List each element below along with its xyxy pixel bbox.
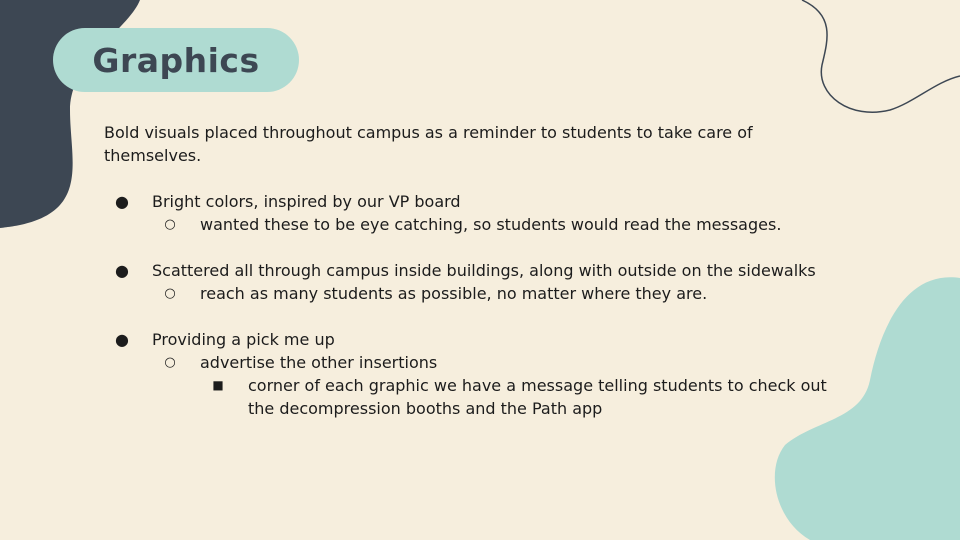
list-item [104, 259, 844, 282]
sub-sub-list-item [104, 374, 844, 420]
sub-list-item-text: wanted these to be eye catching, so students would read the messages. [200, 215, 782, 234]
circle-bullet-icon: ○ [164, 217, 176, 232]
list-item-text: Providing a pick me up [152, 330, 335, 349]
bullet-icon: ● [115, 261, 129, 280]
curved-line-shape [802, 0, 960, 112]
sub-list-item [104, 351, 844, 374]
circle-bullet-icon: ○ [164, 355, 176, 370]
sub-list-item-text: reach as many students as possible, no matter where they are. [200, 284, 708, 303]
list-item-text: Scattered all through campus inside buildings, along with outside on the sidewalks [152, 261, 816, 280]
slide-body [104, 121, 844, 420]
sub-list-item [104, 282, 844, 305]
list-item [104, 190, 844, 213]
list-item-text: Bright colors, inspired by our VP board [152, 192, 461, 211]
sub-list-item [104, 213, 844, 236]
intro-text: Bold visuals placed throughout campus as a reminder to students to take care of themselves. [104, 123, 753, 165]
page-title: Graphics [92, 40, 260, 80]
sub-sub-list-item-text: corner of each graphic we have a message telling students to check out the decompression booths and the Path app [248, 376, 827, 418]
bullet-icon: ● [115, 192, 129, 211]
sub-list-item-text: advertise the other insertions [200, 353, 438, 372]
square-bullet-icon: ■ [212, 378, 224, 392]
title-pill [53, 28, 299, 92]
circle-bullet-icon: ○ [164, 286, 176, 301]
list-item [104, 328, 844, 351]
bullet-icon: ● [115, 330, 129, 349]
